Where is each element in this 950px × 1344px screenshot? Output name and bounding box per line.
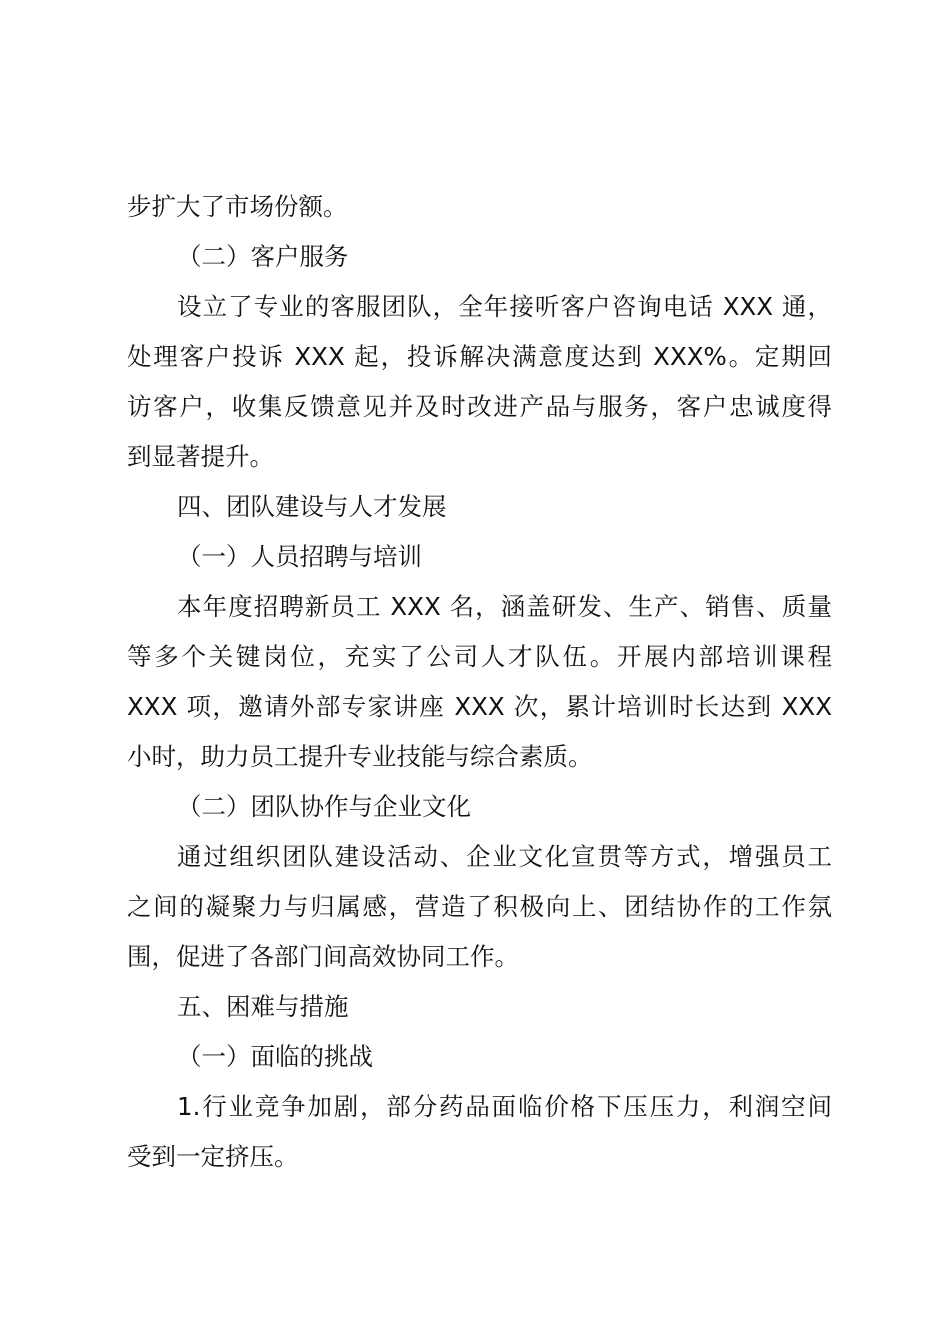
text-line: 到显著提升。: [127, 442, 274, 471]
text-line: 等多个关键岗位，充实了公司人才队伍。开展内部培训课程: [127, 642, 832, 671]
section-heading-difficulties: 五、困难与措施: [177, 992, 349, 1021]
text-line: 之间的凝聚力与归属感，营造了积极向上、团结协作的工作氛: [127, 892, 832, 921]
section-heading-recruitment: （一）人员招聘与培训: [177, 542, 422, 571]
section-heading-team-building: 四、团队建设与人才发展: [177, 492, 447, 521]
text-line: 受到一定挤压。: [127, 1142, 299, 1171]
text-line: XXX 项，邀请外部专家讲座 XXX 次，累计培训时长达到 XXX: [127, 692, 832, 721]
text-line: 通过组织团队建设活动、企业文化宣贯等方式，增强员工: [177, 842, 832, 871]
text-line: 步扩大了市场份额。: [127, 192, 348, 221]
section-heading-culture: （二）团队协作与企业文化: [177, 792, 471, 821]
text-line: 设立了专业的客服团队，全年接听客户咨询电话 XXX 通，: [177, 292, 832, 321]
section-heading-challenges: （一）面临的挑战: [177, 1042, 373, 1071]
text-line: 1.行业竞争加剧，部分药品面临价格下压压力，利润空间: [177, 1092, 832, 1121]
text-line: 访客户，收集反馈意见并及时改进产品与服务，客户忠诚度得: [127, 392, 832, 421]
text-line: 小时，助力员工提升专业技能与综合素质。: [127, 742, 593, 771]
document-body: [127, 182, 832, 1182]
section-heading-customer-service: （二）客户服务: [177, 242, 349, 271]
text-line: 处理客户投诉 XXX 起，投诉解决满意度达到 XXX%。定期回: [127, 342, 832, 371]
text-line: 围，促进了各部门间高效协同工作。: [127, 942, 519, 971]
text-line: 本年度招聘新员工 XXX 名，涵盖研发、生产、销售、质量: [177, 592, 832, 621]
